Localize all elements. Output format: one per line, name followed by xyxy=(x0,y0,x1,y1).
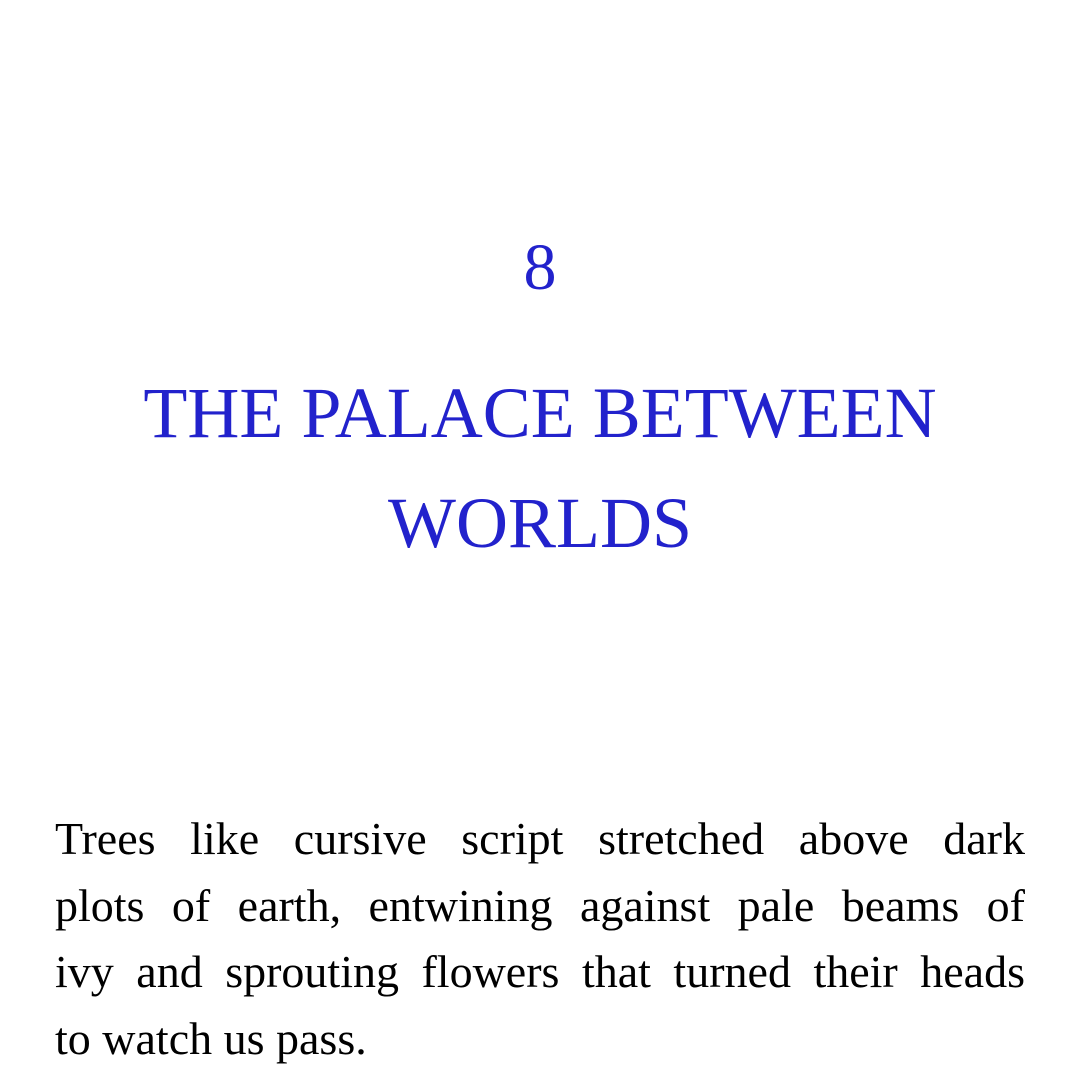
paragraph-line-2: plots of earth, entwining against pale beams of xyxy=(55,879,1025,931)
paragraph xyxy=(55,806,1025,1072)
paragraph-line-1: Trees like cursive script stretched above dark xyxy=(55,813,1025,864)
chapter-title-line-2: WORLDS xyxy=(388,483,692,563)
paragraph-line-4: to watch us pass. xyxy=(55,1012,367,1064)
chapter-title-line-1: THE PALACE BETWEEN xyxy=(143,373,937,453)
chapter-title xyxy=(0,358,1080,578)
chapter-number: 8 xyxy=(523,231,557,304)
paragraph-line-3: ivy and sprouting flowers that turned their heads xyxy=(55,946,1025,997)
